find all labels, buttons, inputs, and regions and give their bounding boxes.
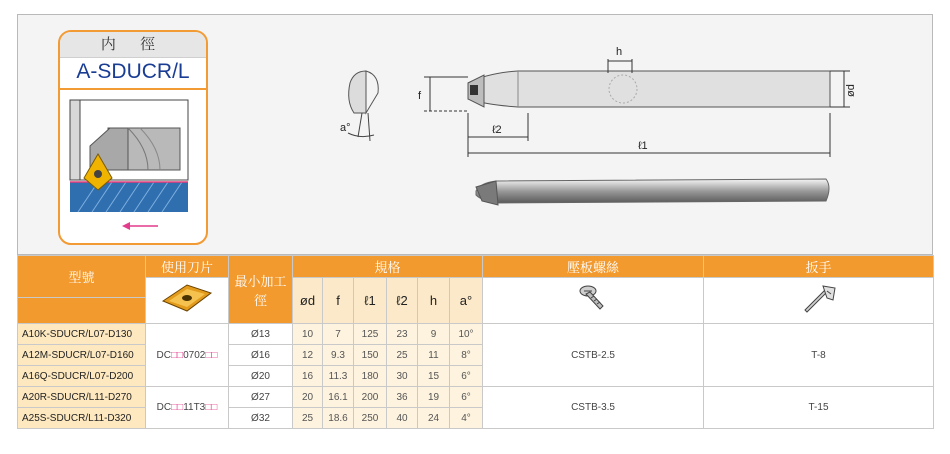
header-model: 型號: [18, 256, 146, 298]
badge-category: 内 徑: [60, 32, 206, 58]
table-row: [18, 324, 934, 345]
row-min-bore: Ø32: [229, 408, 293, 429]
spec-table: [17, 255, 934, 429]
insert-suffix: □□: [205, 349, 218, 361]
row-f: 7: [323, 324, 354, 345]
header-spec-d: ød: [293, 278, 323, 324]
row-h: 19: [418, 387, 450, 408]
row-l2: 25: [387, 345, 418, 366]
row-l1: 180: [354, 366, 387, 387]
row-min-bore: Ø13: [229, 324, 293, 345]
dimension-drawing: [18, 15, 934, 256]
screw-image-cell: [483, 278, 704, 324]
row-a: 8°: [450, 345, 483, 366]
row-h: 9: [418, 324, 450, 345]
insert-icon: [157, 281, 217, 315]
insert-boxes: □□: [171, 402, 184, 413]
header-screw: 壓板螺絲: [483, 256, 704, 278]
row-l2: 40: [387, 408, 418, 429]
header-min-bore: 最小加工徑: [229, 256, 293, 324]
insert-size: 0702: [183, 349, 206, 361]
row-d: 20: [293, 387, 323, 408]
row-l2: 30: [387, 366, 418, 387]
row-f: 9.3: [323, 345, 354, 366]
row-d: 25: [293, 408, 323, 429]
row-model: A25S-SDUCR/L11-D320: [18, 408, 146, 429]
dim-f-label: f: [418, 90, 422, 102]
dim-l2-label: ℓ2: [492, 124, 502, 136]
row-min-bore: Ø16: [229, 345, 293, 366]
row-screw-group-2: CSTB-3.5: [483, 387, 704, 429]
dim-h-label: h: [616, 46, 623, 58]
row-model: A16Q-SDUCR/L07-D200: [18, 366, 146, 387]
row-l1: 150: [354, 345, 387, 366]
row-h: 24: [418, 408, 450, 429]
row-d: 12: [293, 345, 323, 366]
row-min-bore: Ø20: [229, 366, 293, 387]
row-l2: 23: [387, 324, 418, 345]
row-wrench-group-1: T-8: [704, 324, 934, 387]
header-spec-a: a°: [450, 278, 483, 324]
wrench-image-cell: [704, 278, 934, 324]
header-model-spacer: [18, 298, 146, 324]
row-f: 16.1: [323, 387, 354, 408]
row-l1: 250: [354, 408, 387, 429]
dim-l1-label: ℓ1: [638, 140, 648, 152]
row-insert-group-1: [146, 324, 229, 387]
header-spec-h: h: [418, 278, 450, 324]
row-a: 4°: [450, 408, 483, 429]
row-l1: 200: [354, 387, 387, 408]
row-d: 16: [293, 366, 323, 387]
row-f: 18.6: [323, 408, 354, 429]
row-l1: 125: [354, 324, 387, 345]
insert-image-cell: [146, 278, 229, 324]
insert-size: 11T3: [183, 402, 206, 413]
header-wrench: 扳手: [704, 256, 934, 278]
row-a: 6°: [450, 387, 483, 408]
dim-d-label: ød: [845, 84, 857, 97]
row-wrench-group-2: T-15: [704, 387, 934, 429]
insert-prefix: DC: [156, 402, 172, 413]
header-spec-l2: ℓ2: [387, 278, 418, 324]
row-h: 15: [418, 366, 450, 387]
insert-suffix: □□: [205, 402, 218, 413]
badge-code: A-SDUCR/L: [76, 60, 190, 83]
header-spec-f: f: [323, 278, 354, 324]
row-l2: 36: [387, 387, 418, 408]
row-a: 6°: [450, 366, 483, 387]
insert-boxes: □□: [171, 349, 184, 361]
row-f: 11.3: [323, 366, 354, 387]
row-a: 10°: [450, 324, 483, 345]
tool-drawing-panel: [17, 14, 933, 255]
header-spec: 規格: [293, 256, 483, 278]
row-screw-group-1: CSTB-2.5: [483, 324, 704, 387]
row-insert-group-2: [146, 387, 229, 429]
row-h: 11: [418, 345, 450, 366]
angle-a-label: a°: [340, 122, 351, 134]
row-model: A10K-SDUCR/L07-D130: [18, 324, 146, 345]
header-spec-l1: ℓ1: [354, 278, 387, 324]
screw-icon: [578, 283, 608, 313]
header-insert: 使用刀片: [146, 256, 229, 278]
insert-prefix: DC: [156, 349, 171, 361]
row-model: A20R-SDUCR/L11-D270: [18, 387, 146, 408]
row-d: 10: [293, 324, 323, 345]
wrench-icon: [801, 282, 837, 314]
table-row: [18, 387, 934, 408]
row-min-bore: Ø27: [229, 387, 293, 408]
row-model: A12M-SDUCR/L07-D160: [18, 345, 146, 366]
